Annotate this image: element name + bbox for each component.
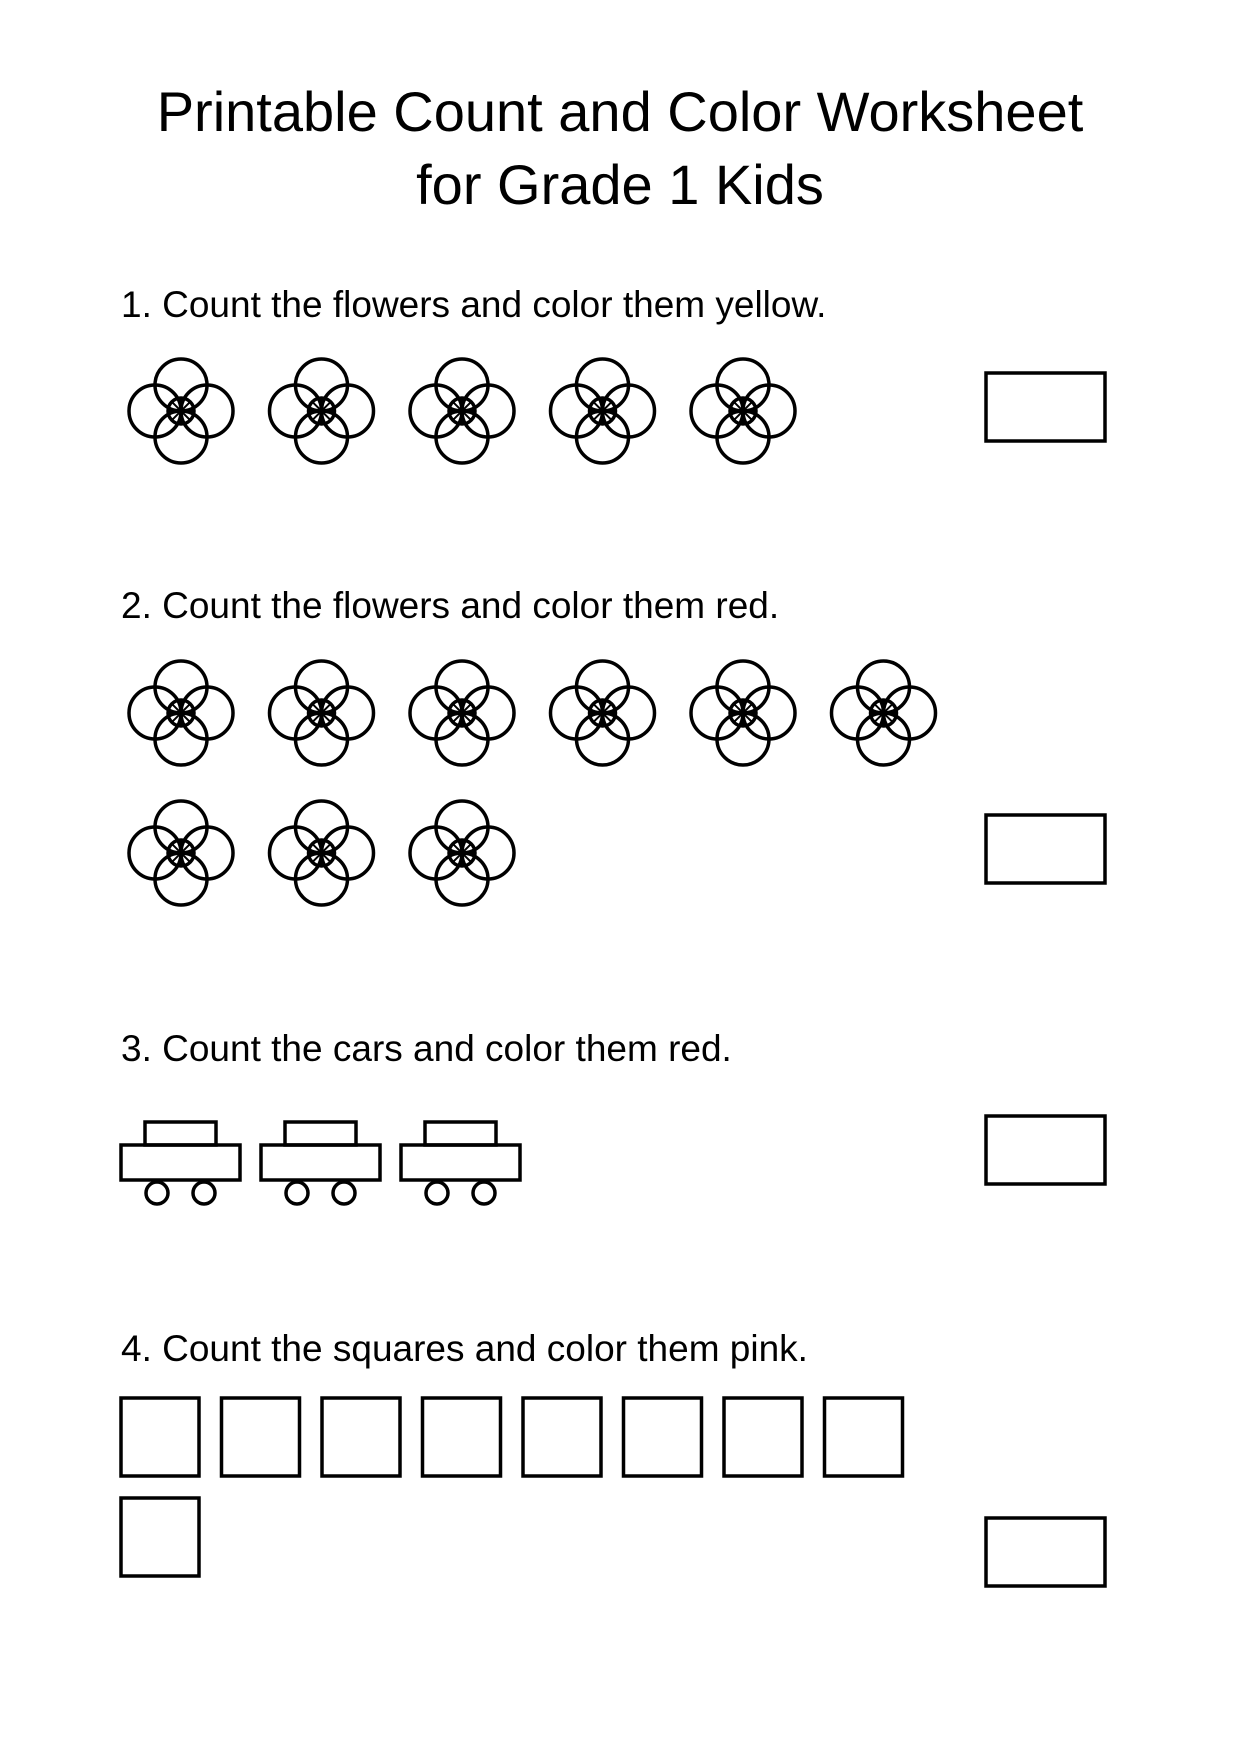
square-shape bbox=[423, 1398, 501, 1476]
car-wheel bbox=[426, 1182, 448, 1204]
flower-icon bbox=[129, 359, 233, 463]
answer-box-4[interactable] bbox=[986, 1518, 1105, 1586]
square-shape bbox=[222, 1398, 300, 1476]
flower-icon bbox=[410, 359, 514, 463]
flower-icon bbox=[551, 661, 655, 765]
flower-icon bbox=[270, 801, 374, 905]
flower-icon bbox=[410, 801, 514, 905]
square-shape bbox=[121, 1498, 199, 1576]
flower-icon bbox=[691, 661, 795, 765]
flower-icon bbox=[270, 359, 374, 463]
square-shape bbox=[322, 1398, 400, 1476]
car-icon bbox=[121, 1122, 240, 1204]
square-shape bbox=[121, 1398, 199, 1476]
car-roof bbox=[145, 1122, 216, 1145]
car-roof bbox=[425, 1122, 496, 1145]
flower-icon bbox=[129, 661, 233, 765]
flower-icon bbox=[270, 661, 374, 765]
flower-icon bbox=[691, 359, 795, 463]
square-shape bbox=[724, 1398, 802, 1476]
car-wheel bbox=[146, 1182, 168, 1204]
answer-box-3[interactable] bbox=[986, 1116, 1105, 1184]
worksheet-title-line2: for Grade 1 Kids bbox=[416, 153, 824, 216]
question-1: 1. Count the flowers and color them yellow. bbox=[121, 284, 827, 325]
question-2: 2. Count the flowers and color them red. bbox=[121, 585, 780, 626]
answer-box-1[interactable] bbox=[986, 373, 1105, 441]
question-4: 4. Count the squares and color them pink. bbox=[121, 1328, 808, 1369]
car-body bbox=[401, 1145, 520, 1180]
question-3: 3. Count the cars and color them red. bbox=[121, 1028, 732, 1069]
car-body bbox=[121, 1145, 240, 1180]
car-wheel bbox=[473, 1182, 495, 1204]
flower-icon bbox=[410, 661, 514, 765]
car-wheel bbox=[333, 1182, 355, 1204]
car-wheel bbox=[286, 1182, 308, 1204]
car-icon bbox=[261, 1122, 380, 1204]
square-shape bbox=[624, 1398, 702, 1476]
car-icon bbox=[401, 1122, 520, 1204]
car-roof bbox=[285, 1122, 356, 1145]
flower-icon bbox=[129, 801, 233, 905]
worksheet-title-line1: Printable Count and Color Worksheet bbox=[156, 80, 1084, 143]
answer-box-2[interactable] bbox=[986, 815, 1105, 883]
square-shape bbox=[523, 1398, 601, 1476]
car-body bbox=[261, 1145, 380, 1180]
square-shape bbox=[825, 1398, 903, 1476]
car-wheel bbox=[193, 1182, 215, 1204]
flower-icon bbox=[551, 359, 655, 463]
flower-icon bbox=[832, 661, 936, 765]
